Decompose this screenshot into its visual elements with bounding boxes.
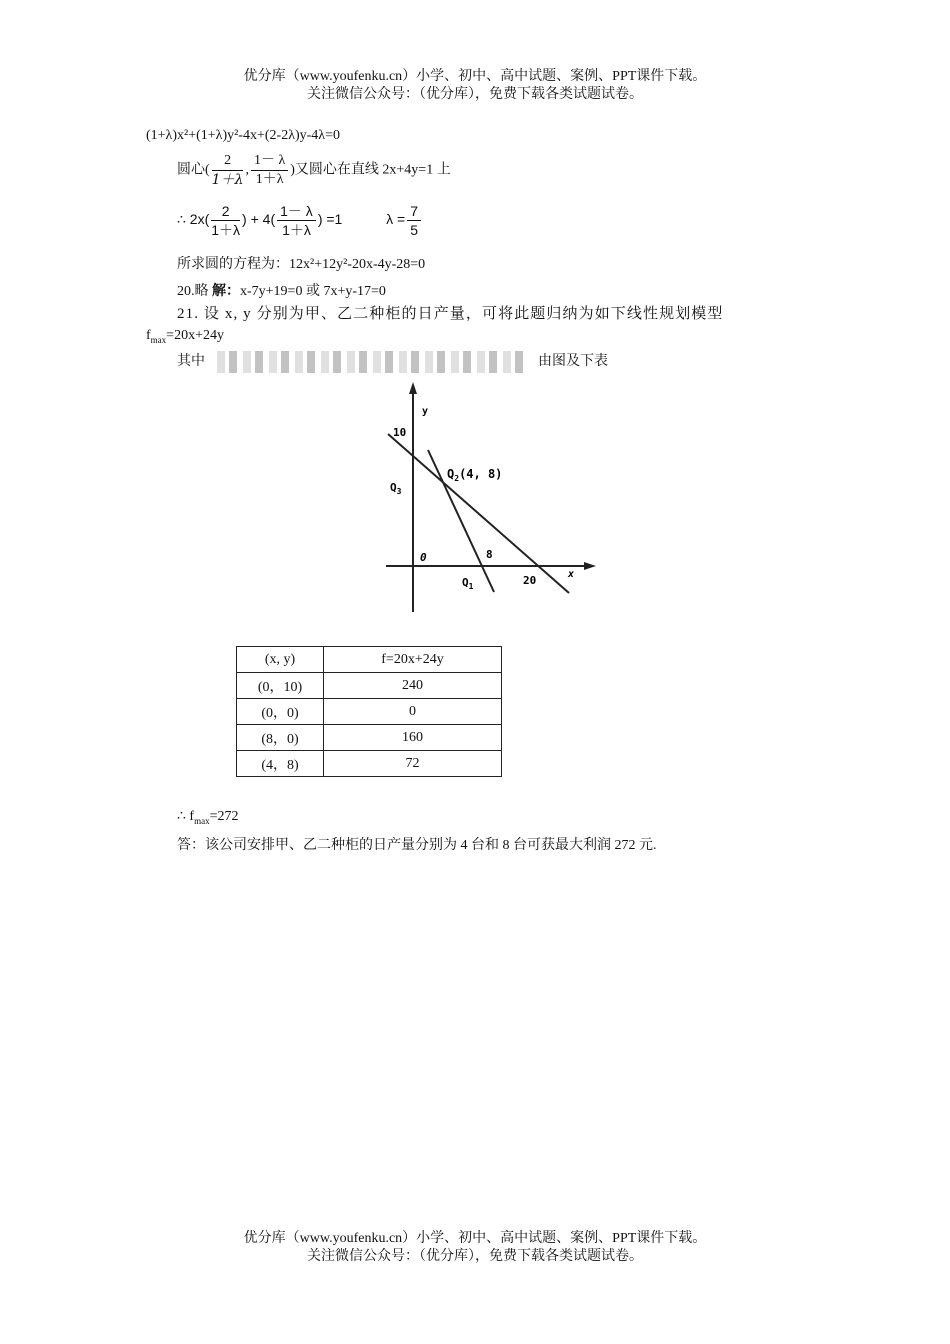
fraction-denominator: 5 xyxy=(410,222,418,238)
fraction-numerator: 2 xyxy=(211,202,240,221)
table-row xyxy=(237,725,502,751)
table-cell: (0，0) xyxy=(237,699,324,725)
y-label: y xyxy=(422,406,429,417)
therefore-rhs: ) =1 xyxy=(317,211,343,228)
label-10: 10 xyxy=(393,426,407,439)
center-suffix: )又圆心在直线 2x+4y=1 上 xyxy=(290,162,451,178)
q1-sub: 1 xyxy=(468,582,474,591)
answer-therefore: ∴ f xyxy=(177,809,195,824)
fraction-denominator: 1＋λ xyxy=(255,172,284,187)
q3-sub: 3 xyxy=(396,487,402,496)
y-axis-arrow xyxy=(409,382,417,394)
q20-line xyxy=(177,280,386,300)
table-cell: 160 xyxy=(324,725,502,751)
q3-label xyxy=(390,481,402,496)
circle-equation: 所求圆的方程为：12x²+12y²-20x-4y-28=0 xyxy=(177,257,426,272)
fraction xyxy=(251,152,288,189)
lambda-eq: λ = xyxy=(386,211,406,228)
table-cell: (4，8) xyxy=(237,751,324,777)
fmax-f: f xyxy=(146,328,151,343)
q1-label xyxy=(462,576,474,591)
x-axis-arrow xyxy=(584,562,596,570)
value-table xyxy=(236,646,502,777)
header-line-2: 关注微信公众号：（优分库），免费下载各类试题试卷。 xyxy=(307,87,643,102)
table-cell: (0，10) xyxy=(237,673,324,699)
fraction xyxy=(212,152,244,189)
footer-line-2: 关注微信公众号：（优分库），免费下载各类试题试卷。 xyxy=(307,1249,643,1264)
qizhong-label: 其中 xyxy=(177,354,205,369)
fraction-numerator: 1－ λ xyxy=(277,202,316,221)
constraint-line-1 xyxy=(388,434,569,593)
q20-rest: x-7y+19=0 或 7x+y-17=0 xyxy=(240,284,386,299)
x-label: x xyxy=(568,569,575,580)
fmax-rest: =20x+24y xyxy=(166,328,224,343)
fmax-sub: max xyxy=(150,334,167,345)
table-row xyxy=(237,673,502,699)
label-20: 20 xyxy=(523,574,537,587)
table-cell: (8，0) xyxy=(237,725,324,751)
q21-line: 21. 设 x, y 分别为甲、乙二种柜的日产量，可将此题归纳为如下线性规划模型 xyxy=(177,306,724,322)
q20-bold: 解： xyxy=(212,284,240,299)
fraction-numerator: 1－ λ xyxy=(251,152,288,171)
center-prefix: 圆心( xyxy=(177,162,210,178)
table-row xyxy=(237,751,502,777)
q2-letter: Q xyxy=(447,467,455,481)
therefore-line xyxy=(177,202,423,239)
table-cell: 72 xyxy=(324,751,502,777)
header-line-1: 优分库（www.youfenku.cn）小学、初中、高中试题、案例、PPT课件下载。 xyxy=(243,69,707,84)
fmax-line xyxy=(146,328,224,345)
final-answer: 答：该公司安排甲、乙二种柜的日产量分别为 4 台和 8 台可获最大利润 272 元. xyxy=(177,838,657,853)
constraint-image xyxy=(217,351,527,373)
table-cell: 0 xyxy=(324,699,502,725)
origin-label: 0 xyxy=(420,551,427,564)
fmax-result xyxy=(177,808,238,826)
fraction-denominator: 1＋λ xyxy=(211,222,241,238)
equation-1: (1+λ)x²+(1+λ)y²-4x+(2-2λ)y-4λ=0 xyxy=(146,128,340,143)
fraction xyxy=(407,202,421,239)
table-cell: 240 xyxy=(324,673,502,699)
fraction-numerator: 7 xyxy=(407,202,421,221)
fraction xyxy=(211,202,240,239)
table-header: f=20x+24y xyxy=(324,647,502,673)
therefore-lhs: ∴ 2x( xyxy=(177,211,210,228)
answer-value: =272 xyxy=(209,809,239,824)
constraint-line xyxy=(177,350,608,373)
therefore-mid: ) + 4( xyxy=(242,211,276,228)
q20-prefix: 20.略 xyxy=(177,284,212,299)
table-header-row xyxy=(237,647,502,673)
label-8: 8 xyxy=(486,548,493,561)
q2-label xyxy=(447,467,502,483)
fraction-denominator: 1＋λ xyxy=(282,222,311,238)
fraction-numerator: 2 xyxy=(212,152,244,171)
yiyou-label: 由图及下表 xyxy=(538,354,608,369)
q3-letter: Q xyxy=(390,481,397,494)
q2-coord: (4, 8) xyxy=(459,467,503,481)
footer-line-1: 优分库（www.youfenku.cn）小学、初中、高中试题、案例、PPT课件下载。 xyxy=(243,1231,707,1246)
feasible-region-graph xyxy=(380,380,610,620)
q2-sub: 2 xyxy=(454,474,460,483)
circle-center-line: 圆心( $\frac{2}{1+\lambda}$ , $\frac{1- \lambda}{1+\lambda}$ )又圆心在直线 2x+4y=1 上 xyxy=(177,153,451,188)
table-header: (x, y) xyxy=(237,647,324,673)
fraction-denominator: 1＋λ xyxy=(211,172,244,188)
q1-letter: Q xyxy=(462,576,469,589)
answer-sub: max xyxy=(194,815,210,826)
fraction xyxy=(277,202,316,239)
table-row xyxy=(237,699,502,725)
